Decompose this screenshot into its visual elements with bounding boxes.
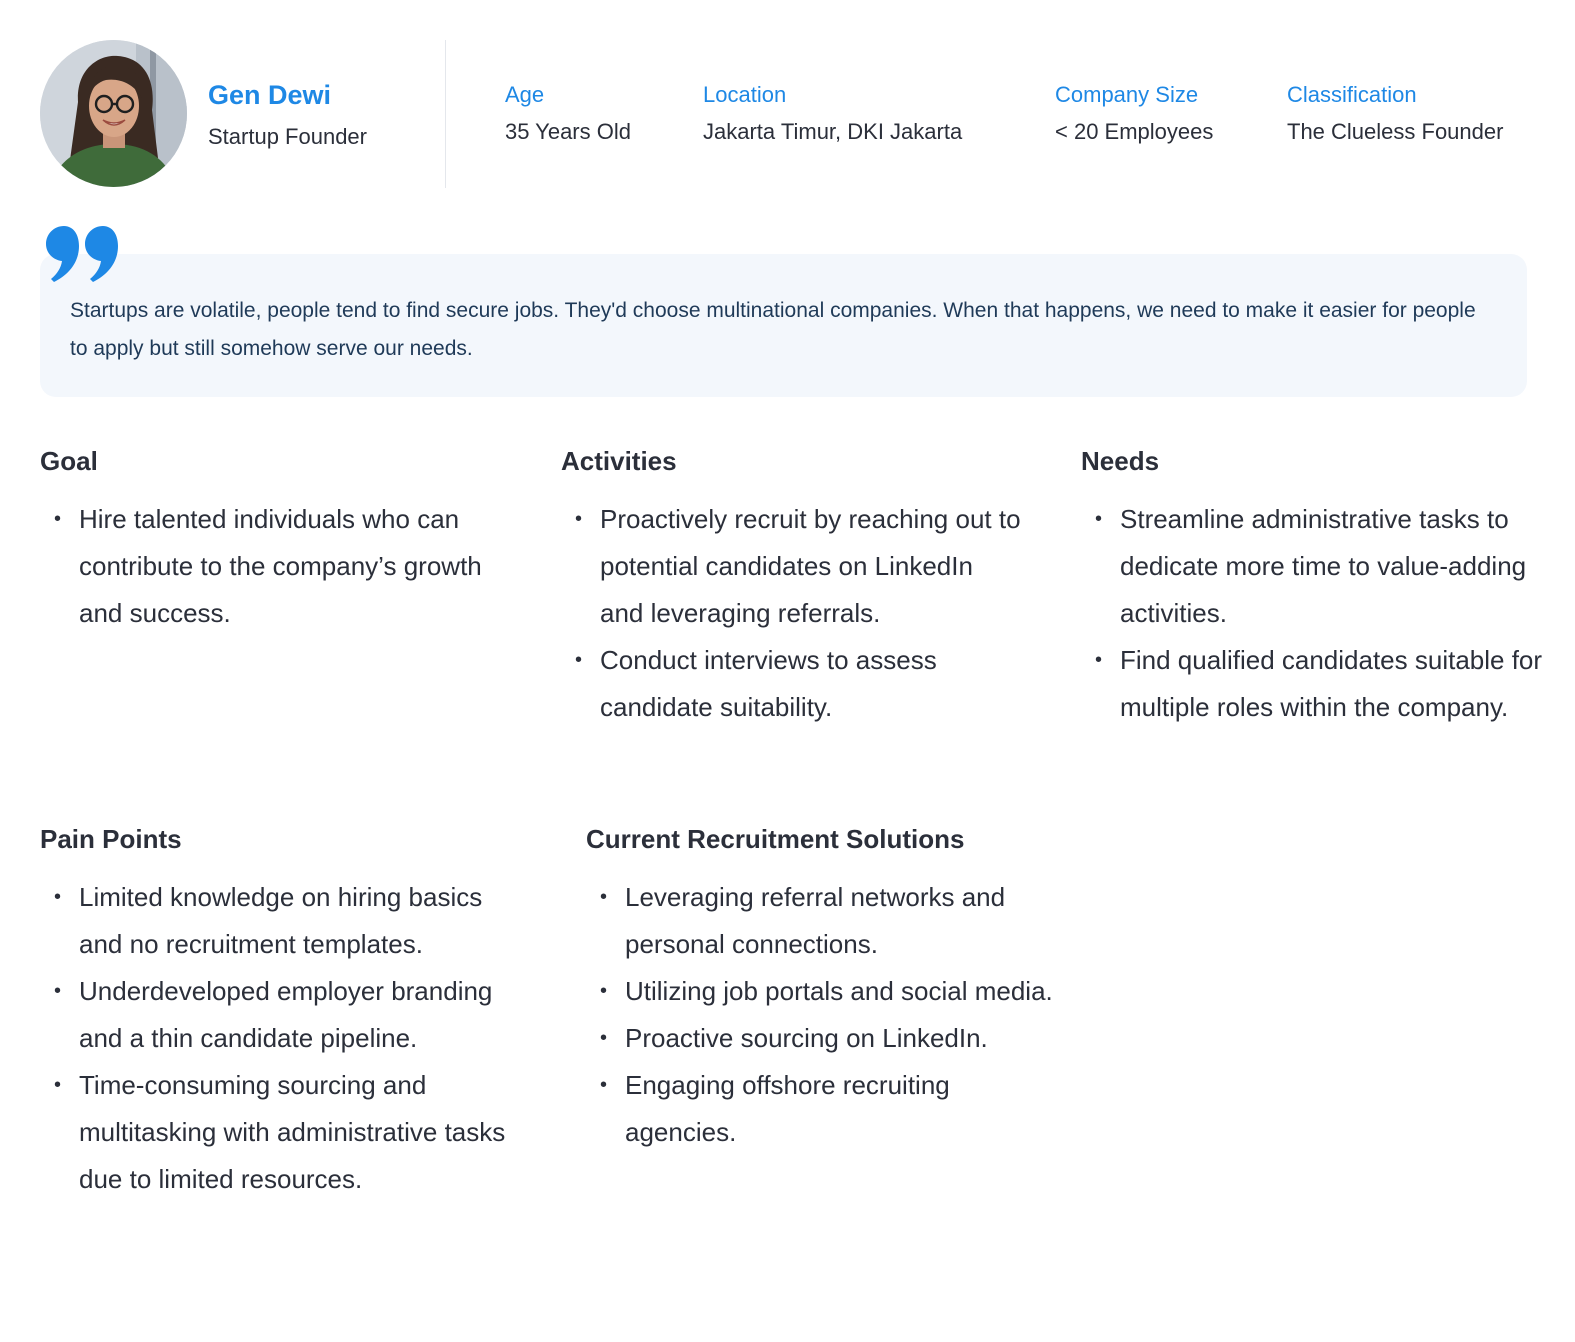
quote-text: Startups are volatile, people tend to find secure jobs. They'd choose multinational companies. When that happens, we need to make it easier for people to apply but still somehow serve our needs.: [70, 299, 1476, 360]
avatar-portrait-illustration: [40, 40, 187, 187]
profile-role: Startup Founder: [208, 124, 367, 149]
profile-name: Gen Dewi: [208, 80, 332, 110]
list-item: • Engaging offshore recruiting agencies.: [586, 1062, 1066, 1156]
meta-company-size-value: < 20 Employees: [1055, 119, 1214, 144]
activities-title: Activities: [561, 446, 677, 476]
meta-location-value: Jakarta Timur, DKI Jakarta: [703, 119, 963, 144]
current-solutions-title: Current Recruitment Solutions: [586, 824, 965, 854]
list-item: • Streamline administrative tasks to dedicate more time to value-adding activities.: [1081, 496, 1561, 637]
list-item: • Conduct interviews to assess candidate suitability.: [561, 637, 1021, 731]
avatar: [40, 40, 187, 187]
list-item: • Underdeveloped employer branding and a thin candidate pipeline.: [40, 968, 525, 1062]
meta-location-label: Location: [703, 82, 787, 107]
meta-classification-value: The Clueless Founder: [1287, 119, 1504, 144]
list-item: • Time-consuming sourcing and multitasking with administrative tasks due to limited resources.: [40, 1062, 525, 1203]
list-item: • Leveraging referral networks and personal connections.: [586, 874, 1066, 968]
list-item: • Hire talented individuals who can contribute to the company’s growth and success.: [40, 496, 510, 637]
current-solutions-list: [586, 874, 1066, 1156]
meta-company-size-label: Company Size: [1055, 82, 1199, 107]
list-item: • Utilizing job portals and social media.: [586, 968, 1066, 1015]
goal-list: [40, 496, 510, 637]
goal-title: Goal: [40, 446, 98, 476]
pain-points-title: Pain Points: [40, 824, 182, 854]
needs-title: Needs: [1081, 446, 1160, 476]
list-item: • Proactively recruit by reaching out to potential candidates on LinkedIn and leveraging referrals.: [561, 496, 1021, 637]
list-item: • Proactive sourcing on LinkedIn.: [586, 1015, 1066, 1062]
pain-points-list: [40, 874, 525, 1203]
meta-age-label: Age: [505, 82, 545, 107]
list-item: • Limited knowledge on hiring basics and no recruitment templates.: [40, 874, 525, 968]
quote-mark-icon: [46, 226, 124, 287]
list-item: • Find qualified candidates suitable for multiple roles within the company.: [1081, 637, 1561, 731]
meta-age-value: 35 Years Old: [505, 119, 631, 144]
activities-list: [561, 496, 1021, 731]
meta-classification-label: Classification: [1287, 82, 1417, 107]
needs-list: [1081, 496, 1561, 731]
header-divider: [445, 40, 446, 188]
